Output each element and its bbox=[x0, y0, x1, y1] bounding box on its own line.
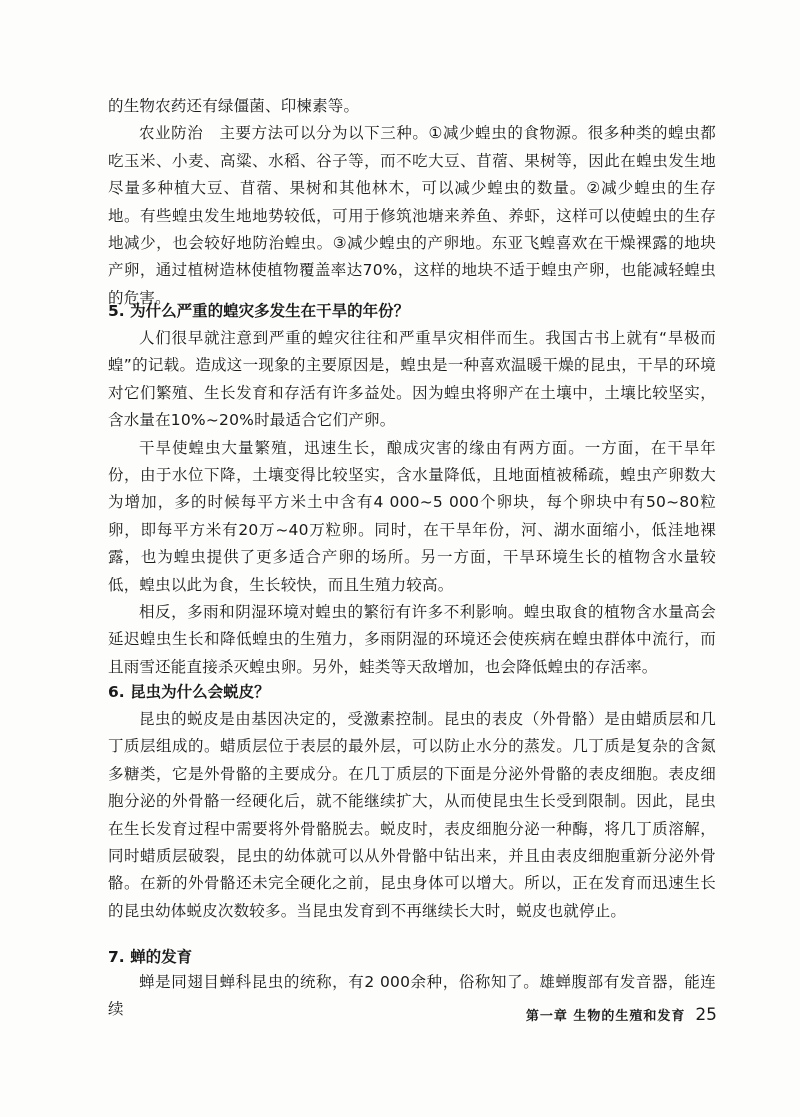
section-7-paragraph-1: 蝉是同翅目蝉科昆虫的统称，有2 000余种，俗称知了。雄蝉腹部有发音器，能连续 bbox=[108, 973, 716, 1019]
section-6-body bbox=[108, 706, 716, 925]
footer-chapter-title: 第一章 生物的生殖和发育 bbox=[525, 1009, 686, 1024]
section-5-heading: 5. 为什么严重的蝗灾多发生在干旱的年份？ bbox=[108, 302, 410, 320]
page-footer bbox=[526, 1005, 717, 1025]
section-5-paragraph-1: 人们很早就注意到严重的蝗灾往往和严重旱灾相伴而生。我国古书上就有“旱极而蝗”的记载。造成这一现象的主要原因是，蝗虫是一种喜欢温暖干燥的昆虫，干旱的环境对它们繁殖、生长发育和存活有许多益处。因为蝗虫将卵产在土壤中，土壤比较坚实，含水量在10%~20%时最适合它们产卵。 bbox=[108, 329, 716, 430]
agricultural-control-paragraph bbox=[108, 120, 716, 312]
section-6-paragraph-1: 昆虫的蜕皮是由基因决定的，受激素控制。昆虫的表皮（外骨骼）是由蜡质层和几丁质层组成的。蜡质层位于表层的最外层，可以防止水分的蒸发。几丁质是复杂的含氮多糖类，它是外骨骼的主要成分。在几丁质层的下面是分泌外骨骼的表皮细胞。表皮细胞分泌的外骨骼一经硬化后，就不能继续扩大，从而使昆虫生长受到限制。因此，昆虫在生长发育过程中需要将外骨骼脱去。蜕皮时，表皮细胞分泌一种酶，将几丁质溶解，同时蜡质层破裂，昆虫的幼体就可以从外骨骼中钻出来，并且由表皮细胞重新分泌外骨骼。在新的外骨骼还未完全硬化之前，昆虫身体可以增大。所以，正在发育而迅速生长的昆虫幼体蜕皮次数较多。当昆虫发育到不再继续长大时，蜕皮也就停止。 bbox=[108, 710, 716, 920]
top-text-block bbox=[108, 93, 716, 312]
section-5-body bbox=[108, 325, 716, 681]
section-5-paragraph-3: 相反，多雨和阴湿环境对蝗虫的繁衍有许多不利影响。蝗虫取食的植物含水量高会延迟蝗虫生长和降低蝗虫的生殖力，多雨阴湿的环境还会使疾病在蝗虫群体中流行，而且雨雪还能直接杀灭蝗虫卵。另外，蛙类等天敌增加，也会降低蝗虫的存活率。 bbox=[108, 603, 716, 676]
agricultural-control-text: 主要方法可以分为以下三种。①减少蝗虫的食物源。很多种类的蝗虫都吃玉米、小麦、高粱、水稻、谷子等，而不吃大豆、苜蓿、果树等，因此在蝗虫发生地尽量多种植大豆、苜蓿、果树和其他林木，可以减少蝗虫的数量。②减少蝗虫的生存地。有些蝗虫发生地地势较低，可用于修筑池塘来养鱼、养虾，这样可以使蝗虫的生存地减少，也会较好地防治蝗虫。③减少蝗虫的产卵地。东亚飞蝗喜欢在干燥裸露的地块产卵，通过植树造林使植物覆盖率达70%，这样的地块不适于蝗虫产卵，也能减轻蝗虫的危害。 bbox=[108, 124, 716, 307]
agricultural-control-term: 农业防治 bbox=[139, 124, 204, 143]
top-fragment: 的生物农药还有绿僵菌、印楝素等。 bbox=[108, 97, 360, 115]
section-6-heading: 6. 昆虫为什么会蜕皮？ bbox=[108, 683, 270, 701]
page-number: 25 bbox=[695, 1005, 717, 1025]
section-5-paragraph-2: 干旱使蝗虫大量繁殖，迅速生长，酿成灾害的缘由有两方面。一方面，在干旱年份，由于水位下降，土壤变得比较坚实，含水量降低，且地面植被稀疏，蝗虫产卵数大为增加，多的时候每平方米土中含有4 000~5 000个卵块，每个卵块中有50~80粒卵，即每平方米有20万~40万粒卵。同时，在干旱年份，河、湖水面缩小，低洼地裸露，也为蝗虫提供了更多适合产卵的场所。另一方面，干旱环境生长的植物含水量较低，蝗虫以此为食，生长较快，而且生殖力较高。 bbox=[108, 438, 716, 594]
section-7-heading: 7. 蝉的发育 bbox=[108, 948, 193, 966]
